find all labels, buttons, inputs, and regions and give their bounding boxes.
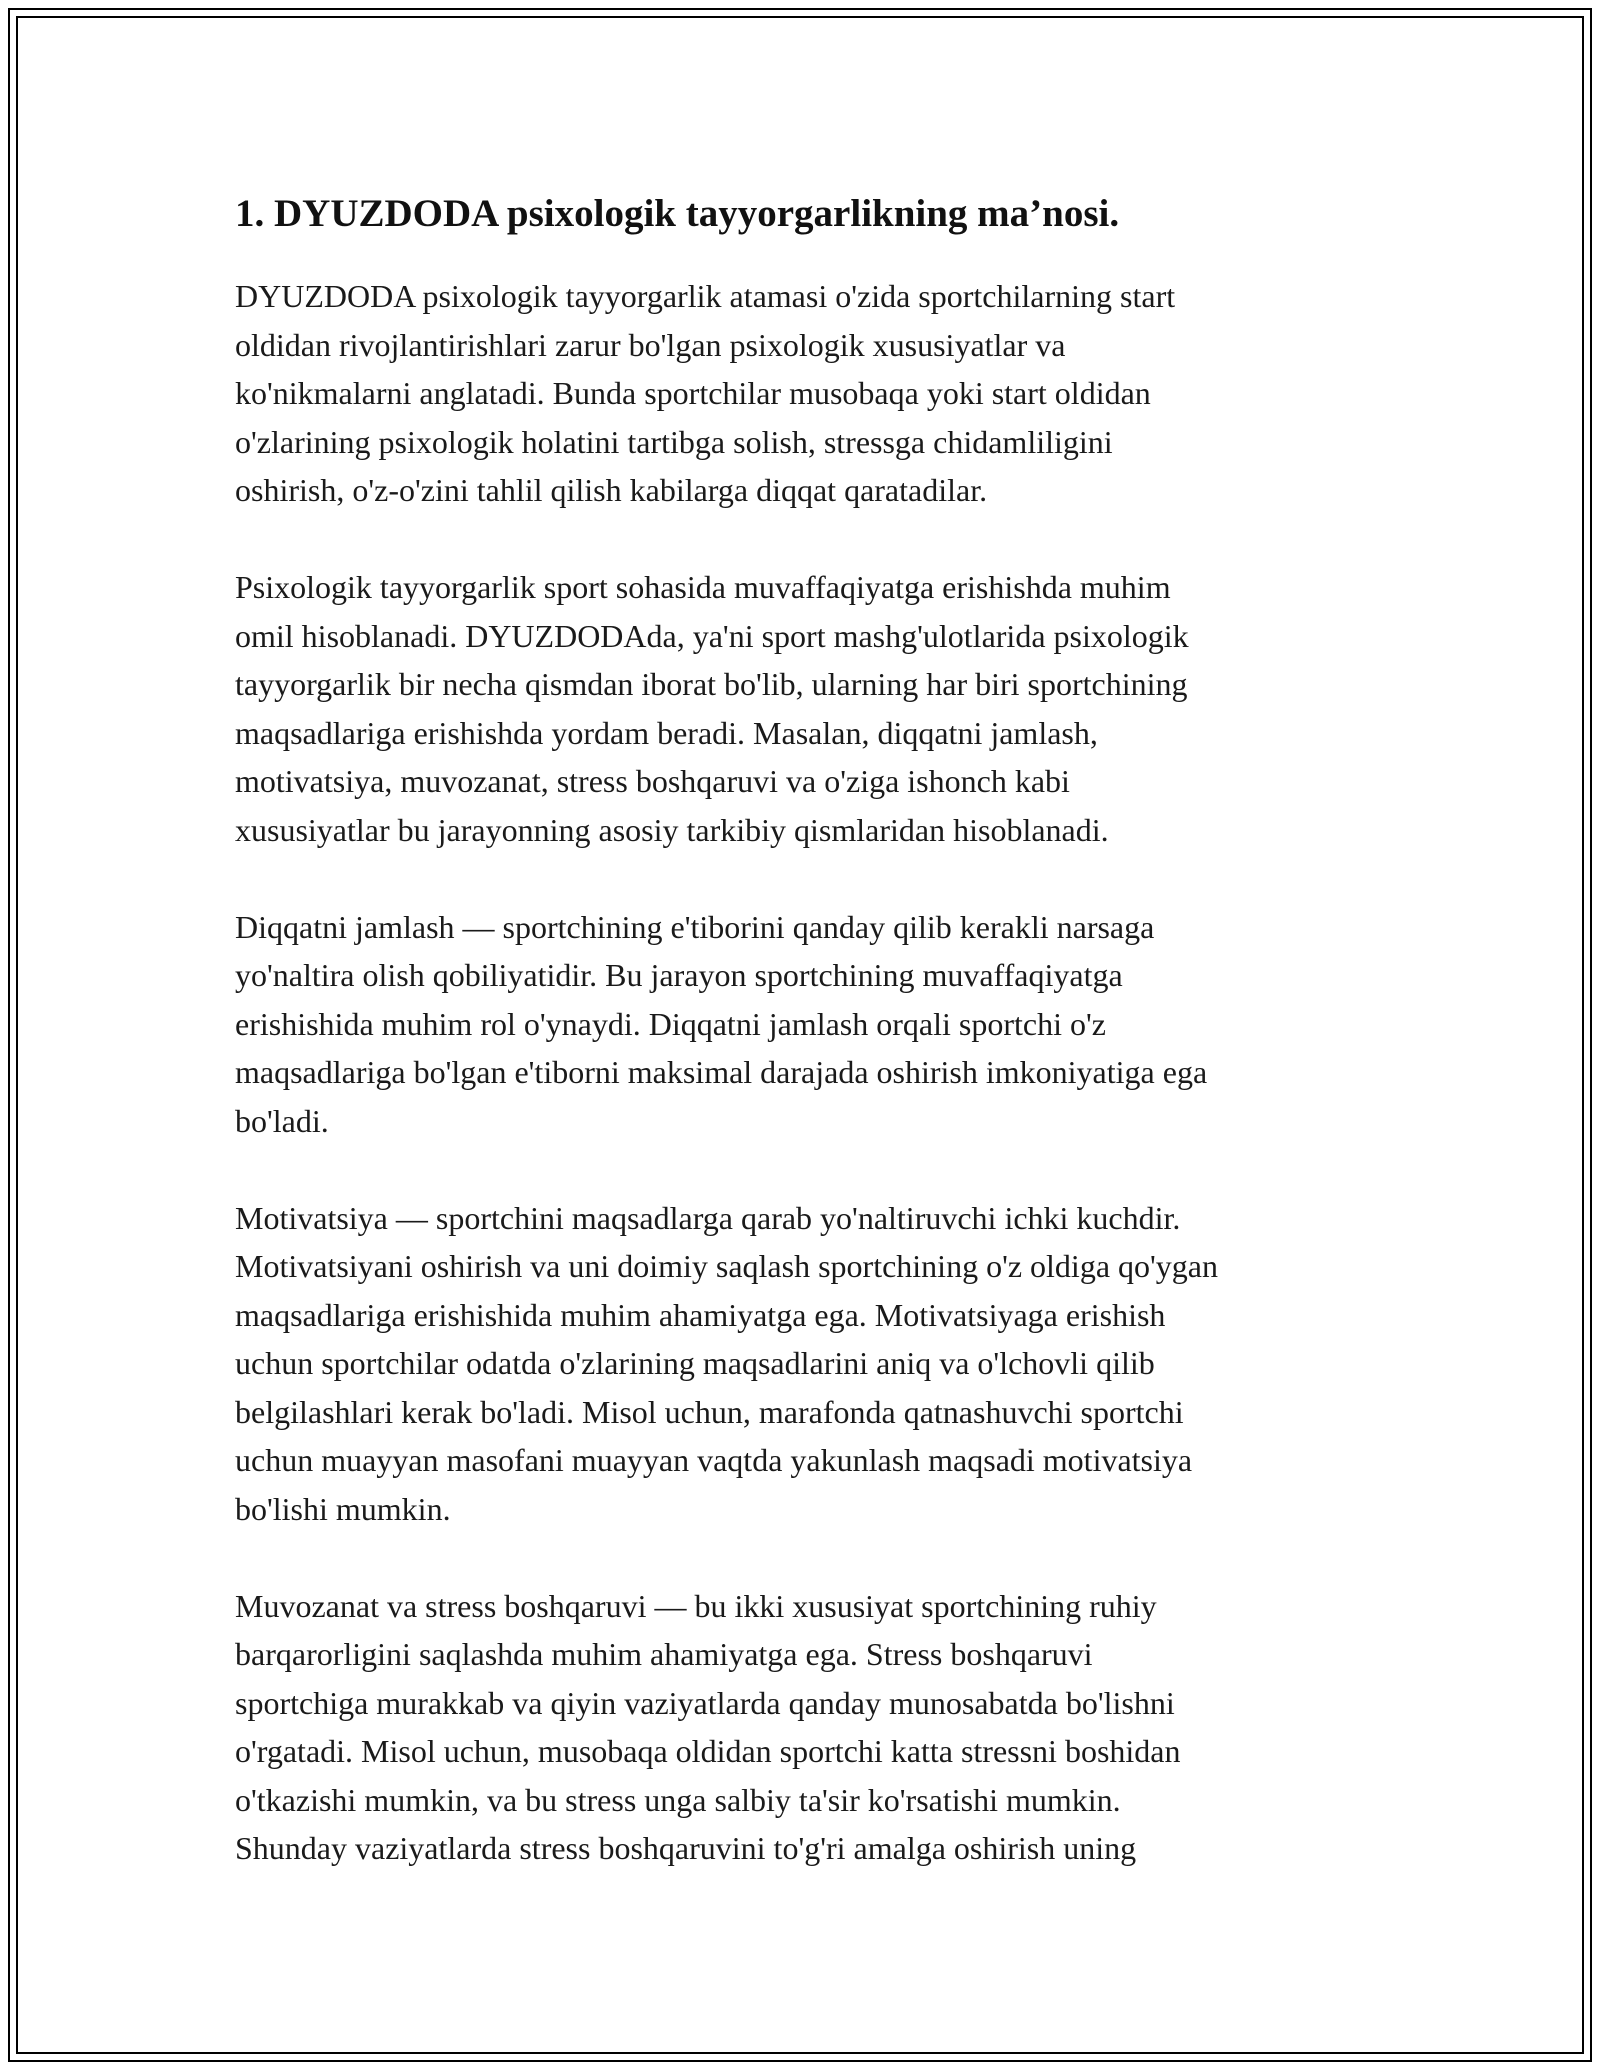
- paragraph-motivation: [235, 1194, 1365, 1534]
- text-line: barqarorligini saqlashda muhim ahamiyatga ega. Stress boshqaruvi: [235, 1636, 1093, 1672]
- text-line: o'tkazishi mumkin, va bu stress unga salbiy ta'sir ko'rsatishi mumkin.: [235, 1781, 1121, 1818]
- paragraph-definition: [235, 272, 1365, 515]
- text-line: maqsadlariga erishishda yordam beradi. Masalan, diqqatni jamlash,: [235, 714, 1098, 751]
- document-body: [235, 186, 1365, 1873]
- text-line: yo'naltira olish qobiliyatidir. Bu jarayon sportchining muvaffaqiyatga: [235, 957, 1123, 993]
- text-line: o'zlarining psixologik holatini tartibga solish, stressga chidamliligini: [235, 423, 1113, 460]
- text-line: o'rgatadi. Misol uchun, musobaqa oldidan sportchi katta stressni boshidan: [235, 1733, 1181, 1769]
- text-line: Motivatsiya — sportchini maqsadlarga qarab yo'naltiruvchi ichki kuchdir.: [235, 1199, 1181, 1236]
- text-line: omil hisoblanadi. DYUZDODAda, ya'ni sport mashg'ulotlarida psixologik: [235, 617, 1189, 654]
- text-line: maqsadlariga erishishida muhim ahamiyatga ega. Motivatsiyaga erishish: [235, 1296, 1166, 1333]
- text-line: Shunday vaziyatlarda stress boshqaruvini to'g'ri amalga oshirish uning: [235, 1830, 1137, 1866]
- text-line: Psixologik tayyorgarlik sport sohasida muvaffaqiyatga erishishda muhim: [235, 569, 1171, 605]
- text-line: Diqqatni jamlash — sportchining e'tiborini qanday qilib kerakli narsaga: [235, 908, 1155, 945]
- paragraph-focus: [235, 903, 1365, 1146]
- text-line: Muvozanat va stress boshqaruvi — bu ikki xususiyat sportchining ruhiy: [235, 1587, 1157, 1624]
- text-line: tayyorgarlik bir necha qismdan iborat bo'lib, ularning har biri sportchining: [235, 666, 1188, 702]
- text-line: belgilashlari kerak bo'ladi. Misol uchun, marafonda qatnashuvchi sportchi: [235, 1393, 1184, 1430]
- text-line: oldidan rivojlantirishlari zarur bo'lgan psixologik xususiyatlar va: [235, 326, 1066, 363]
- paragraph-components: [235, 563, 1365, 854]
- text-line: uchun sportchilar odatda o'zlarining maqsadlarini aniq va o'lchovli qilib: [235, 1345, 1155, 1381]
- text-line: motivatsiya, muvozanat, stress boshqaruvi va o'ziga ishonch kabi: [235, 763, 1070, 799]
- text-line: erishishida muhim rol o'ynaydi. Diqqatni jamlash orqali sportchi o'z: [235, 1005, 1106, 1042]
- text-line: maqsadlariga bo'lgan e'tiborni maksimal darajada oshirish imkoniyatiga ega: [235, 1054, 1208, 1090]
- text-line: DYUZDODA psixologik tayyorgarlik atamasi o'zida sportchilarning start: [235, 278, 1176, 314]
- text-line: sportchiga murakkab va qiyin vaziyatlarda qanday munosabatda bo'lishni: [235, 1684, 1175, 1721]
- paragraph-stress: [235, 1582, 1365, 1873]
- section-heading: 1. DYUZDODA psixologik tayyorgarlikning ma’nosi.: [235, 192, 1120, 235]
- text-line: oshirish, o'z-o'zini tahlil qilish kabilarga diqqat qaratadilar.: [235, 472, 988, 508]
- text-line: uchun muayyan masofani muayyan vaqtda yakunlash maqsadi motivatsiya: [235, 1442, 1193, 1478]
- text-line: bo'ladi.: [235, 1102, 329, 1139]
- text-line: Motivatsiyani oshirish va uni doimiy saqlash sportchining o'z oldiga qo'ygan: [235, 1248, 1218, 1284]
- text-line: ko'nikmalarni anglatadi. Bunda sportchilar musobaqa yoki start oldidan: [235, 375, 1151, 411]
- text-line: xususiyatlar bu jarayonning asosiy tarkibiy qismlaridan hisoblanadi.: [235, 811, 1109, 848]
- text-line: bo'lishi mumkin.: [235, 1490, 451, 1527]
